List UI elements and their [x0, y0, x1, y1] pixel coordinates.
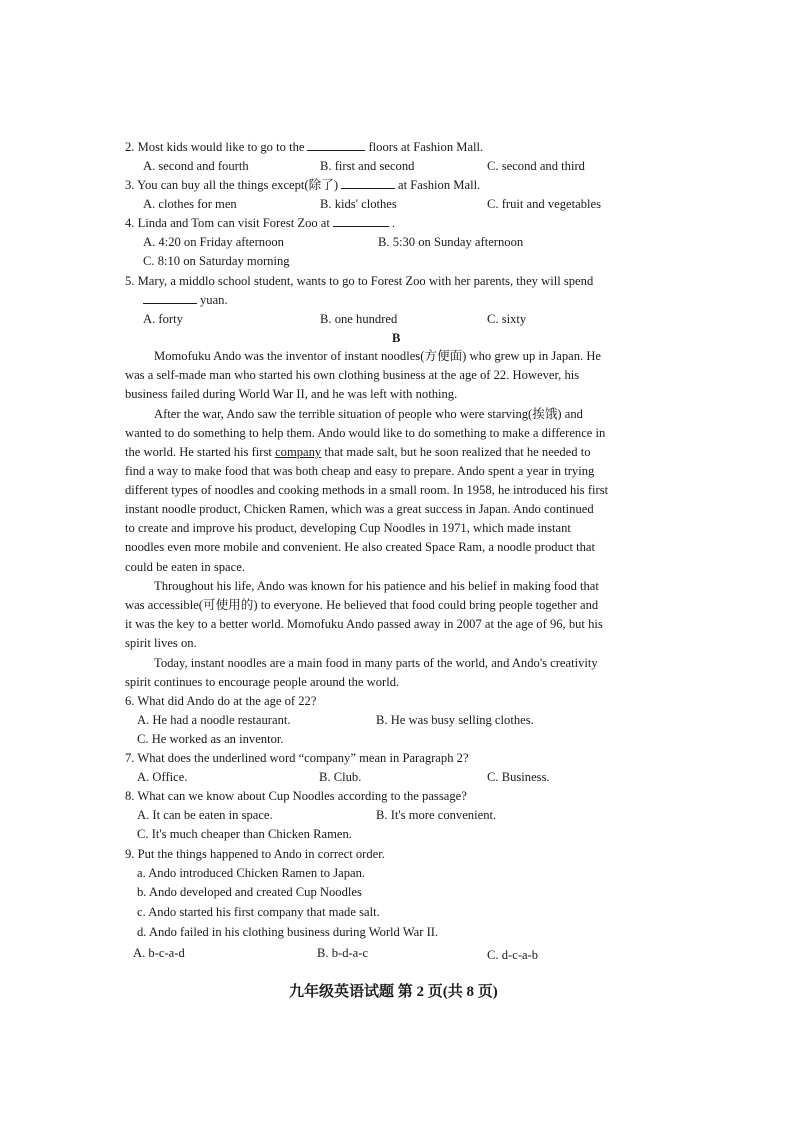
question-2-text-a: 2. Most kids would like to go to the — [125, 140, 305, 154]
question-9-option-c: C. d-c-a-b — [487, 948, 539, 962]
question-2-option-c: C. second and third — [487, 159, 585, 173]
answer-blank — [307, 149, 365, 151]
passage-p2-line-3 — [125, 446, 591, 459]
passage-text: that made salt, but he soon realized that he needed to — [324, 445, 591, 459]
question-2-option-a: A. second and fourth — [143, 159, 249, 173]
question-7-option-a: A. Office. — [137, 770, 188, 784]
question-9-item-d: d. Ando failed in his clothing business during World War II. — [137, 925, 439, 939]
passage-text: the world. He started his first — [125, 445, 272, 459]
passage-p3-line-1: Throughout his life, Ando was known for his patience and his belief in making food that — [154, 579, 599, 593]
question-7-option-c: C. Business. — [487, 770, 550, 784]
question-5-option-b: B. one hundred — [320, 312, 398, 326]
question-5-text-b: yuan. — [200, 293, 228, 307]
passage-p3-line-2: was accessible(可使用的) to everyone. He believed that food could bring people together and — [125, 598, 599, 612]
underlined-word-company: company — [275, 445, 322, 459]
question-4-option-a: A. 4:20 on Friday afternoon — [143, 235, 284, 249]
passage-p2-line-1: After the war, Ando saw the terrible situation of people who were starving(挨饿) and — [154, 407, 583, 421]
passage-p1-line-2: was a self-made man who started his own clothing business at the age of 22. However, his — [125, 368, 580, 382]
passage-p2-line-7: to create and improve his product, developing Cup Noodles in 1971, which made instant — [125, 521, 571, 535]
passage-p2-line-4: find a way to make food that was both cheap and easy to prepare. Ando spent a year in trying — [125, 464, 595, 478]
question-8-option-c: C. It's much cheaper than Chicken Ramen. — [137, 827, 352, 841]
question-9-stem: 9. Put the things happened to Ando in correct order. — [125, 847, 385, 861]
question-6-option-c: C. He worked as an inventor. — [137, 732, 284, 746]
page-footer: 九年级英语试题 第 2 页(共 8 页) — [289, 984, 498, 1000]
passage-p3-line-4: spirit lives on. — [125, 636, 197, 650]
question-6-stem: 6. What did Ando do at the age of 22? — [125, 694, 317, 708]
passage-p2-line-5: different types of noodles and cooking methods in a small room. In 1958, he introduced his first — [125, 483, 609, 497]
question-2-stem — [125, 141, 483, 154]
question-9-item-b: b. Ando developed and created Cup Noodles — [137, 885, 362, 899]
question-5-stem-line-2 — [143, 294, 228, 307]
passage-p2-line-9: could be eaten in space. — [125, 560, 245, 574]
passage-p2-line-2: wanted to do something to help them. Ando would like to do something to make a difference in — [125, 426, 606, 440]
question-4-text-b: . — [391, 216, 396, 230]
question-7-option-b: B. Club. — [319, 770, 362, 784]
question-9-item-a: a. Ando introduced Chicken Ramen to Japan. — [137, 866, 366, 880]
passage-p2-line-6: instant noodle product, Chicken Ramen, which was a great success in Japan. Ando continued — [125, 502, 594, 516]
question-9-option-b: B. b-d-a-c — [317, 946, 369, 960]
question-4-stem — [125, 217, 395, 230]
question-2-text-b: floors at Fashion Mall. — [368, 140, 484, 154]
question-3-option-a: A. clothes for men — [143, 197, 237, 211]
question-3-option-c: C. fruit and vegetables — [487, 197, 602, 211]
question-5-stem: 5. Mary, a middlo school student, wants to go to Forest Zoo with her parents, they will spend — [125, 274, 594, 288]
answer-blank — [143, 302, 197, 304]
question-7-stem: 7. What does the underlined word “company” mean in Paragraph 2? — [125, 751, 469, 765]
question-4-text-a: 4. Linda and Tom can visit Forest Zoo at — [125, 216, 330, 230]
question-5-option-a: A. forty — [143, 312, 183, 326]
question-8-stem: 8. What can we know about Cup Noodles according to the passage? — [125, 789, 467, 803]
question-6-option-a: A. He had a noodle restaurant. — [137, 713, 291, 727]
question-3-text-a: 3. You can buy all the things except(除了) — [125, 178, 339, 192]
answer-blank — [341, 187, 395, 189]
question-9-option-a: A. b-c-a-d — [133, 946, 185, 960]
section-b-heading: B — [392, 331, 401, 345]
passage-p2-line-8: noodles even more mobile and convenient. He also created Space Ram, a noodle product that — [125, 540, 596, 554]
question-8-option-b: B. It's more convenient. — [376, 808, 497, 822]
question-3-stem — [125, 179, 480, 192]
question-6-option-b: B. He was busy selling clothes. — [376, 713, 534, 727]
passage-p3-line-3: it was the key to a better world. Momofuku Ando passed away in 2007 at the age of 96, but his — [125, 617, 603, 631]
question-3-option-b: B. kids' clothes — [320, 197, 397, 211]
passage-p4-line-1: Today, instant noodles are a main food in many parts of the world, and Ando's creativity — [154, 656, 598, 670]
question-3-text-b: at Fashion Mall. — [398, 178, 481, 192]
question-9-item-c: c. Ando started his first company that made salt. — [137, 905, 380, 919]
question-8-option-a: A. It can be eaten in space. — [137, 808, 273, 822]
passage-p4-line-2: spirit continues to encourage people around the world. — [125, 675, 400, 689]
answer-blank — [333, 225, 389, 227]
question-5-option-c: C. sixty — [487, 312, 527, 326]
passage-p1-line-1: Momofuku Ando was the inventor of instant noodles(方便面) who grew up in Japan. He — [154, 349, 602, 363]
question-4-option-c: C. 8:10 on Saturday morning — [143, 254, 290, 268]
passage-p1-line-3: business failed during World War II, and he was left with nothing. — [125, 387, 458, 401]
question-2-option-b: B. first and second — [320, 159, 415, 173]
question-4-option-b: B. 5:30 on Sunday afternoon — [378, 235, 524, 249]
